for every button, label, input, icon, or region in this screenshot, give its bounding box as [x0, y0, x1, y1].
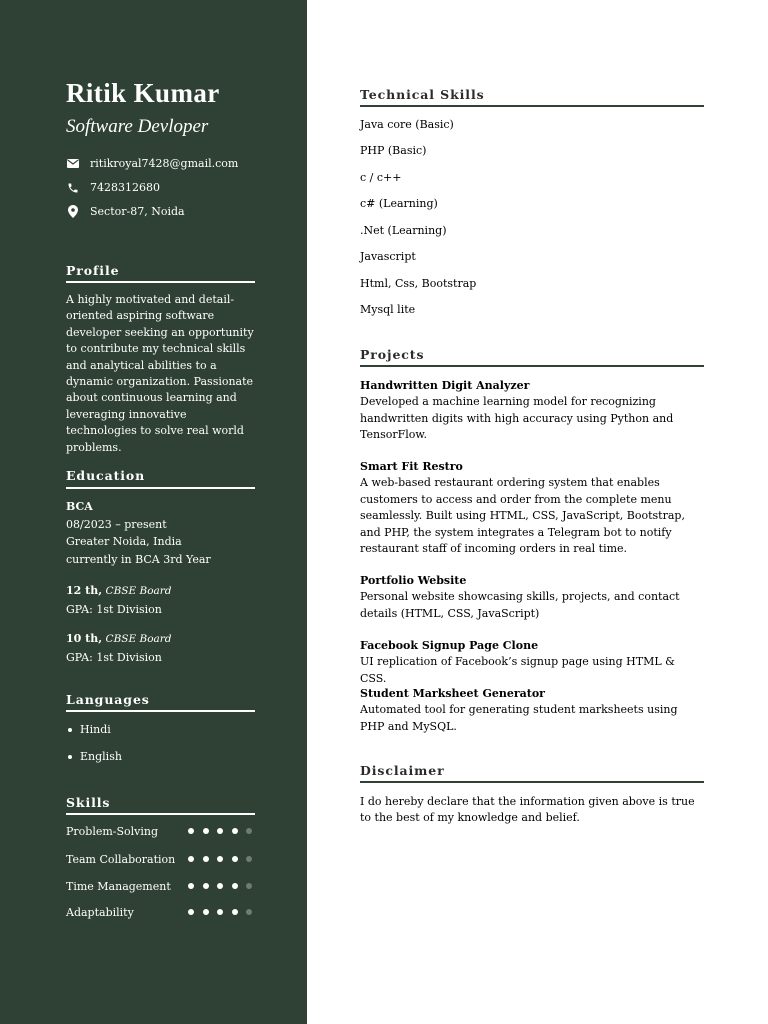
skill-label: Team Collaboration: [66, 853, 176, 866]
language-item: [66, 723, 111, 736]
profile-text: A highly motivated and detail-oriented aspiring software developer seeking an opportunity to contribute my technical skills and analytical abilities to a dynamic organization. Passionate about continuous learning and leveraging innovative technologies to solve real world problems.: [66, 293, 254, 454]
project-description: Automated tool for generating student marksheets using PHP and MySQL.: [360, 703, 678, 733]
grade-label: 12 th,: [66, 584, 103, 597]
rating-dot-filled: [217, 856, 223, 862]
degree-dates: 08/2023 – present: [66, 517, 167, 531]
skills-heading: Skills: [66, 795, 111, 810]
skill-rating: [188, 909, 261, 915]
language-label: English: [80, 750, 122, 763]
project-item: [360, 378, 700, 444]
languages-divider: [66, 710, 255, 712]
phone-icon: [66, 181, 79, 194]
rating-dot-filled: [188, 828, 194, 834]
disclaimer-heading: Disclaimer: [360, 763, 445, 778]
project-description: A web-based restaurant ordering system that enables customers to access and order from the complete menu seamlessly. Built using HTML, CSS, JavaScript, Bootstrap, and PHP, the system integrates a Telegram bot to notify restaurant staff of incoming orders in real time.: [360, 476, 685, 556]
project-description: UI replication of Facebook’s signup page using HTML & CSS.: [360, 655, 675, 685]
education-divider: [66, 487, 255, 489]
rating-dot-empty: [246, 856, 252, 862]
rating-dot-empty: [246, 883, 252, 889]
email-icon: [66, 157, 79, 170]
project-title: Facebook Signup Page Clone: [360, 639, 539, 652]
board-name: CBSE Board: [105, 633, 172, 645]
language-item: [66, 750, 122, 763]
tech-skill-item: Javascript: [360, 250, 416, 263]
contact-phone[interactable]: [66, 181, 160, 194]
profile-divider: [66, 281, 255, 283]
rating-dot-filled: [188, 909, 194, 915]
job-title: Software Devloper: [66, 116, 209, 137]
language-label: Hindi: [80, 723, 111, 736]
contact-email[interactable]: [66, 157, 238, 170]
candidate-name: Ritik Kumar: [66, 78, 220, 108]
gpa-text: GPA: 1st Division: [66, 650, 162, 664]
project-description: Developed a machine learning model for recognizing handwritten digits with high accuracy using Python and TensorFlow.: [360, 395, 674, 442]
rating-dot-empty: [246, 909, 252, 915]
rating-dot-filled: [188, 856, 194, 862]
disclaimer-divider: [360, 781, 704, 783]
tech-skill-item: c / c++: [360, 171, 402, 184]
rating-dot-filled: [232, 909, 238, 915]
projects-divider: [360, 365, 704, 367]
technical-skills-divider: [360, 105, 704, 107]
project-title: Handwritten Digit Analyzer: [360, 379, 530, 392]
degree-note: currently in BCA 3rd Year: [66, 552, 211, 566]
rating-dot-filled: [188, 883, 194, 889]
project-description: Personal website showcasing skills, projects, and contact details (HTML, CSS, JavaScript): [360, 590, 680, 620]
location-text: Sector-87, Noida: [90, 205, 185, 218]
email-text: ritikroyal7428@gmail.com: [90, 157, 239, 170]
tech-skill-item: Mysql lite: [360, 303, 416, 316]
technical-skills-heading: Technical Skills: [360, 87, 485, 102]
rating-dot-filled: [203, 828, 209, 834]
projects-heading: Projects: [360, 347, 425, 362]
rating-dot-filled: [232, 883, 238, 889]
phone-text: 7428312680: [90, 181, 160, 194]
degree-location: Greater Noida, India: [66, 535, 182, 548]
project-item: [360, 638, 700, 687]
project-title: Portfolio Website: [360, 574, 467, 587]
tech-skill-item: PHP (Basic): [360, 144, 427, 157]
profile-heading: Profile: [66, 263, 120, 278]
project-title: Smart Fit Restro: [360, 460, 463, 473]
skill-rating: [188, 856, 261, 862]
bullet-icon: [68, 755, 72, 759]
tech-skill-item: Html, Css, Bootstrap: [360, 277, 477, 290]
tech-skill-item: c# (Learning): [360, 197, 438, 210]
project-item: [360, 459, 700, 557]
bullet-icon: [68, 728, 72, 732]
sidebar: [0, 0, 307, 1024]
location-pin-icon: [66, 205, 79, 218]
skill-rating: [188, 828, 261, 834]
tech-skill-item: .Net (Learning): [360, 224, 447, 237]
skill-label: Adaptability: [66, 906, 134, 919]
rating-dot-filled: [217, 828, 223, 834]
contact-location: [66, 205, 185, 218]
rating-dot-empty: [246, 828, 252, 834]
project-item: [360, 573, 700, 622]
education-heading: Education: [66, 468, 146, 483]
languages-heading: Languages: [66, 692, 150, 707]
project-title: Student Marksheet Generator: [360, 687, 545, 700]
rating-dot-filled: [203, 856, 209, 862]
rating-dot-filled: [203, 909, 209, 915]
gpa-text: GPA: 1st Division: [66, 602, 162, 616]
tech-skill-item: Java core (Basic): [360, 118, 454, 131]
education-10th: [66, 630, 172, 666]
project-item: [360, 686, 700, 735]
grade-label: 10 th,: [66, 632, 103, 645]
education-bca: [66, 498, 211, 568]
skill-label: Time Management: [66, 880, 171, 893]
rating-dot-filled: [217, 909, 223, 915]
rating-dot-filled: [203, 883, 209, 889]
degree-name: BCA: [66, 500, 93, 513]
board-name: CBSE Board: [105, 585, 172, 597]
education-12th: [66, 582, 172, 618]
disclaimer-text: I do hereby declare that the information given above is true to the best of my knowledge and belief.: [360, 795, 695, 825]
skill-rating: [188, 883, 261, 889]
rating-dot-filled: [232, 828, 238, 834]
rating-dot-filled: [232, 856, 238, 862]
skill-label: Problem-Solving: [66, 825, 159, 838]
skills-divider: [66, 813, 255, 815]
rating-dot-filled: [217, 883, 223, 889]
